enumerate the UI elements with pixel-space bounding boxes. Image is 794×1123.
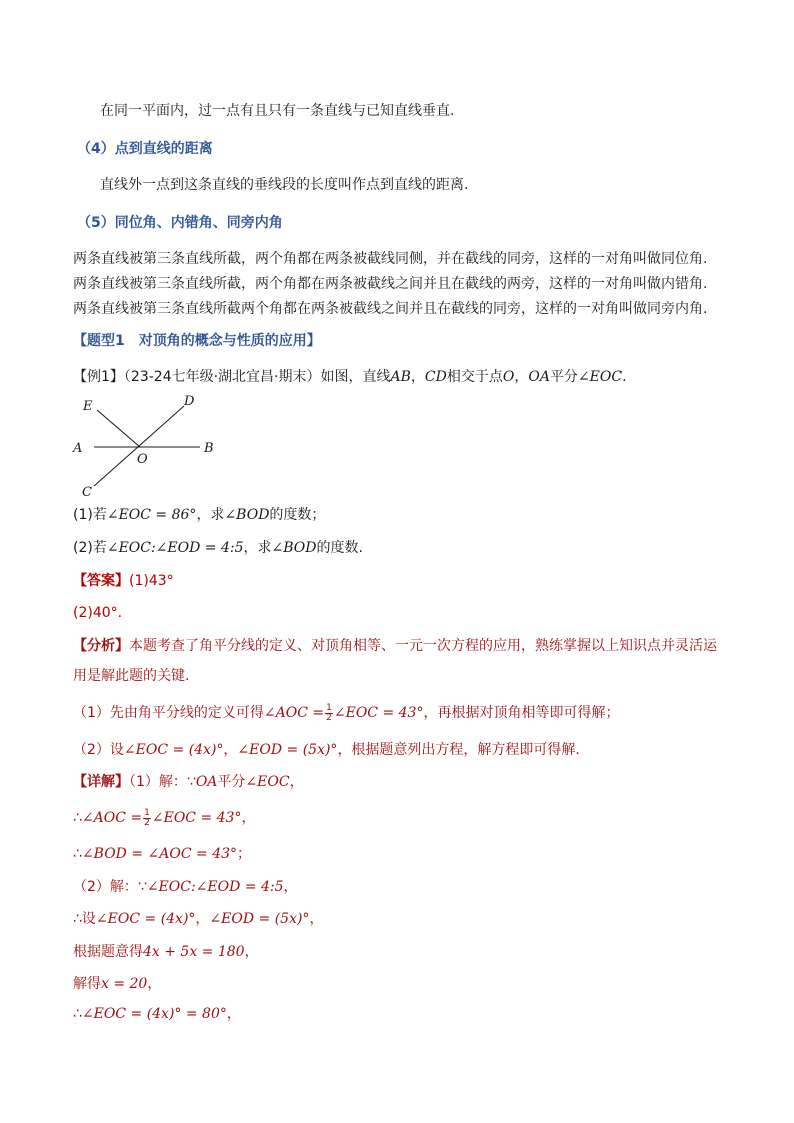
q2-prefix: (2)若 xyxy=(73,540,107,556)
detail-label: 【详解】 xyxy=(73,774,129,790)
detail-end: ， xyxy=(283,879,298,895)
math-cd: CD xyxy=(424,369,447,385)
q2-text: ，求 xyxy=(243,540,272,556)
question-2 xyxy=(73,538,363,558)
math-eoc-43: ∠EOC = 43° xyxy=(151,810,242,826)
separator: ， xyxy=(410,369,425,385)
label-d: D xyxy=(184,394,195,409)
separator: ， xyxy=(195,911,210,927)
math-equation: 4x + 5x = 180 xyxy=(143,944,245,960)
math-eoc: ∠EOC xyxy=(577,369,623,385)
answer-line-2: (2)40°. xyxy=(73,605,123,621)
paragraph-alternate-angles: 两条直线被第三条直线所截，两个角都在两条被截线之间并且在截线的两旁，这样的一对角叫做内错角. xyxy=(73,276,708,292)
therefore-symbol: ∴ xyxy=(73,1006,82,1022)
math-ab: AB xyxy=(390,369,411,385)
q1-text: ，求 xyxy=(196,507,225,523)
math-oa: OA xyxy=(195,774,218,790)
math-eoc-80: ∠EOC = (4x)° = 80° xyxy=(81,1006,227,1022)
math-bod-aoc: ∠BOD = ∠AOC = 43° xyxy=(81,846,238,862)
theorem-line: 在同一平面内，过一点有且只有一条直线与已知直线垂直. xyxy=(100,103,455,119)
detail-end: ， xyxy=(241,810,256,826)
detail-text: 根据题意得 xyxy=(73,944,143,960)
fraction-numerator: 1 xyxy=(326,702,332,713)
detail-end: ， xyxy=(289,774,304,790)
example-end: . xyxy=(622,369,627,385)
q1-end: 的度数； xyxy=(269,507,326,523)
example-text: 相交于点 xyxy=(446,369,503,385)
label-b: B xyxy=(204,441,214,456)
section-heading-5: （5）同位角、内错角、同旁内角 xyxy=(77,215,283,231)
analysis-step-2 xyxy=(73,740,580,760)
fraction-denominator: 2 xyxy=(144,817,150,828)
definition-line: 直线外一点到这条直线的垂线段的长度叫作点到直线的距离. xyxy=(100,177,469,193)
q1-prefix: (1)若 xyxy=(73,507,107,523)
detail-end: ， xyxy=(147,976,162,992)
math-eoc-43: ∠EOC = 43° xyxy=(333,705,424,721)
example-text: 如图，直线 xyxy=(320,369,391,385)
analysis-line-2: 用是解此题的关键. xyxy=(73,668,190,684)
step-prefix: （1）先由角平分线的定义可得 xyxy=(73,705,264,721)
math-eoc: ∠EOC xyxy=(245,774,290,790)
detail-text: 平分 xyxy=(217,774,246,790)
detail-text: ∴设 xyxy=(73,911,96,927)
paragraph-corresponding-angles: 两条直线被第三条直线所截，两个角都在两条被截线同侧，并在截线的同旁，这样的一对角叫做同位角. xyxy=(73,251,708,267)
therefore-symbol: ∴ xyxy=(73,846,82,862)
math-eod-5x: ∠EOD = (5x)° xyxy=(237,742,338,758)
math-o: O xyxy=(502,369,515,385)
analysis-line-1 xyxy=(73,636,717,656)
detail-end: ， xyxy=(226,1006,241,1022)
q1-math-bod: ∠BOD xyxy=(224,507,270,523)
example-label: 【例1】 xyxy=(73,369,124,385)
answer-line-1 xyxy=(73,571,174,591)
label-a: A xyxy=(73,441,83,456)
fraction-denominator: 2 xyxy=(326,712,332,723)
label-o: O xyxy=(137,452,148,467)
question-type-title: 【题型1 对顶角的概念与性质的应用】 xyxy=(73,333,321,349)
detail-step-1 xyxy=(73,808,255,828)
math-ratio: ∠EOC:∠EOD = 4:5 xyxy=(146,879,284,895)
fraction-half xyxy=(143,809,151,828)
therefore-symbol: ∴ xyxy=(73,810,82,826)
paragraph-co-interior-angles: 两条直线被第三条直线所截两个角都在两条被截线之间并且在截线的同旁，这样的一对角叫做同旁内角. xyxy=(73,301,708,317)
separator: ， xyxy=(514,369,529,385)
detail-text: 解得 xyxy=(73,976,101,992)
detail-heading xyxy=(73,772,304,792)
detail-end: ， xyxy=(309,911,324,927)
detail-step-2 xyxy=(73,844,251,864)
detail-step-7 xyxy=(73,1004,241,1024)
q2-end: 的度数. xyxy=(316,540,363,556)
label-c: C xyxy=(82,485,92,500)
analysis-step-1 xyxy=(73,703,619,723)
detail-step-4 xyxy=(73,909,323,929)
detail-step-3 xyxy=(73,877,298,897)
detail-text: （2）解：∵ xyxy=(73,879,147,895)
detail-text: （1）解：∵ xyxy=(129,774,196,790)
step-prefix: （2）设 xyxy=(73,742,124,758)
step-text: ，根据题意列出方程，解方程即可得解. xyxy=(337,742,580,758)
geometry-figure xyxy=(70,392,230,502)
detail-end: ， xyxy=(244,944,259,960)
fraction-half xyxy=(325,704,333,723)
ray-oe xyxy=(97,410,140,447)
math-solution: x = 20 xyxy=(101,976,148,992)
analysis-text: 本题考查了角平分线的定义、对顶角相等、一元一次方程的应用，熟练掌握以上知识点并灵活运 xyxy=(129,638,717,654)
answer-label: 【答案】 xyxy=(73,573,129,589)
math-eod-5x: ∠EOD = (5x)° xyxy=(209,911,310,927)
detail-step-5 xyxy=(73,942,259,962)
math-aoc: ∠AOC = xyxy=(263,705,325,721)
separator: ， xyxy=(223,742,238,758)
answer-1: (1)43° xyxy=(129,573,174,589)
math-oa: OA xyxy=(528,369,550,385)
example-source: （23-24七年级·湖北宜昌·期末） xyxy=(123,369,321,385)
example-statement xyxy=(73,367,627,387)
section-heading-4: （4）点到直线的距离 xyxy=(77,141,213,157)
math-eoc-4x: ∠EOC = (4x)° xyxy=(123,742,224,758)
detail-end: ； xyxy=(237,846,252,862)
step-text: ，再根据对顶角相等即可得解； xyxy=(423,705,620,721)
detail-step-6 xyxy=(73,974,161,994)
label-e: E xyxy=(83,399,93,414)
q2-math: ∠EOC:∠EOD = 4:5 xyxy=(106,540,244,556)
q1-math: ∠EOC = 86° xyxy=(106,507,197,523)
math-aoc: ∠AOC = xyxy=(81,810,143,826)
q2-math-bod: ∠BOD xyxy=(271,540,317,556)
example-text: 平分 xyxy=(549,369,578,385)
analysis-label: 【分析】 xyxy=(73,638,129,654)
math-eoc-4x: ∠EOC = (4x)° xyxy=(95,911,196,927)
question-1 xyxy=(73,505,325,525)
fraction-numerator: 1 xyxy=(144,807,150,818)
